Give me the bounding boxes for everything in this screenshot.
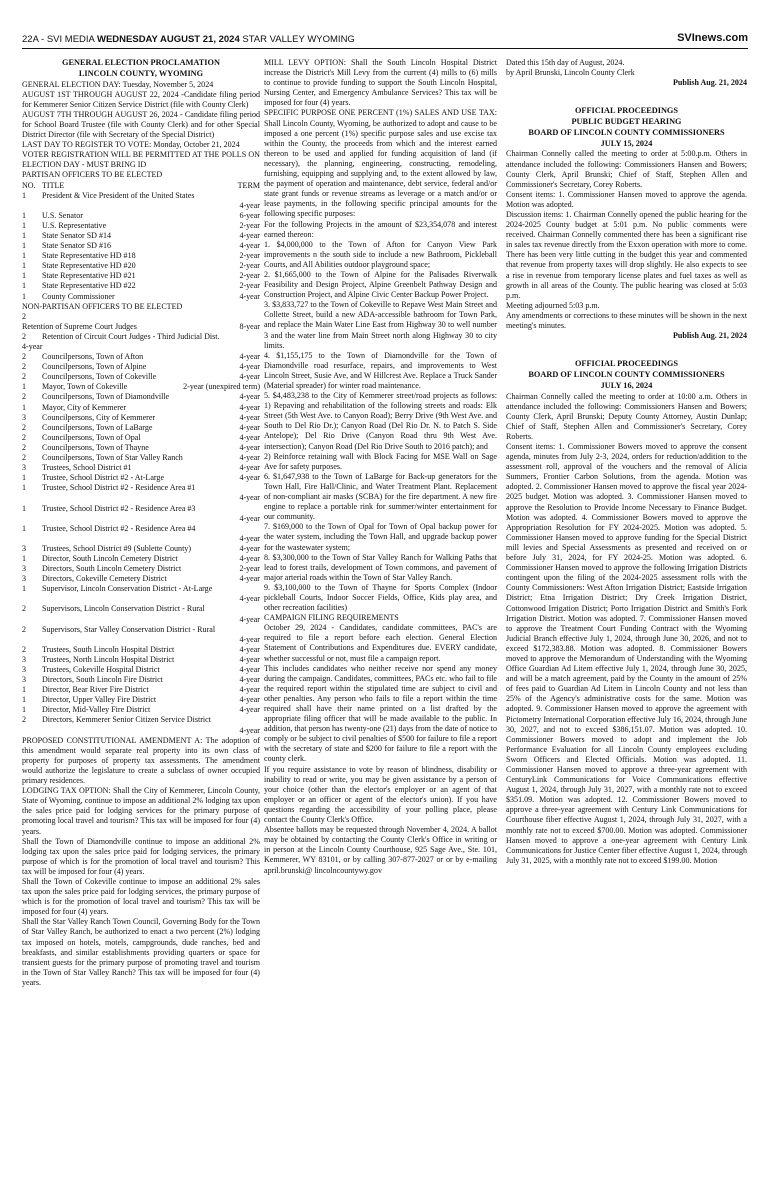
table-row: [22, 645, 260, 655]
row-term: 2-year: [239, 281, 260, 291]
hospital-list: [22, 645, 260, 716]
table-row: [22, 362, 260, 372]
table-row: [22, 443, 260, 453]
row-no: 2: [22, 422, 27, 432]
table-row: [22, 352, 260, 362]
row-term: 4-year: [239, 362, 260, 372]
row-title: Supervisor, Lincoln Conservation District - At-Large: [42, 584, 213, 594]
row-title: Trustee, School District #2 - At-Large: [42, 473, 165, 483]
table-row: [22, 695, 260, 705]
row-title: Councilpersons, Town of Opal: [42, 432, 141, 442]
row-term: 4-year: [239, 513, 260, 523]
row-no: 1: [22, 210, 27, 220]
row-term: 4-year: [239, 493, 260, 503]
table-row: [22, 251, 260, 261]
campaign-paragraph: October 29, 2024 - Candidates, candidate committees, PAC's are required to file a report before each election. General Election Statement of Contributions and Expenditures due. EVERY candidate, whether successful or not, must file a campaign report.: [264, 623, 497, 663]
meeting-paragraph: Chairman Connelly called the meeting to order at 10:00 a.m. Others in attendance included the following: Commissioners Hansen and Bowers; County Clerk, April Brunski; Deputy County Attorney, Austin Dunlap; Chief of Staff, Stephen Allen and Commissioner's Secretary, Corey Roberts.: [506, 391, 747, 441]
header-title: TITLE: [42, 180, 65, 190]
row-title: State Representative HD #22: [42, 281, 136, 291]
row-term: 2-year: [239, 564, 260, 574]
intro-line: PARTISAN OFFICERS TO BE ELECTED: [22, 170, 163, 180]
nonpartisan-list: [22, 352, 260, 483]
row-term: 4-year: [239, 352, 260, 362]
row-no: 3: [22, 574, 27, 584]
header-no: NO.: [22, 180, 36, 190]
row-no: 3: [22, 463, 27, 473]
hearing-paragraph: Chairman Connelly called the meeting to order at 5:00.p.m. Others in attendance included the following: Commissioners Hansen and Bowers; County Clerk, April Brunski; Chief of Staff, Stephen Allen and Commissioner's Secretary, Corey Roberts.: [506, 149, 747, 189]
table-row: [22, 584, 260, 594]
row-no: 1: [22, 271, 27, 281]
table-row: [22, 473, 260, 483]
project-item: 4. $1,155,175 to the Town of Diamondville for the Town of Diamondville road resurface, repairs, and improvements to West Lincoln Street, Susie Ave, and W Hillcrest Ave. Replace a Truck Sander (Material spreader) for winter road maintenance.: [264, 350, 497, 390]
mill-levy-text: MILL LEVY OPTION: Shall the South Lincoln Hospital District increase the District's Mill Levy from the current (4) mills to (6) mills to continue to provide funding to support the South Lincoln Hospital, Nursing Center, and Emergency Ambulance Services? This tax will be imposed for four (4) years.: [264, 58, 497, 108]
amendment-text: PROPOSED CONSTITUTIONAL AMENDMENT A: The adoption of this amendment would separate real property into its own class of property for purposes of property tax assessments. The amendment would authorize the legislature to create a subclass of owner occupied primary residences.: [22, 735, 260, 786]
campaign-paragraph: If you require assistance to vote by reason of blindness, disability or inability to read or write, you may be given assistance by a person of your choice (other than the elector's employer or an agent of that employer or an officer or agent of the elector's union). If you have questions regarding the accessibility of your polling place, please contact the County Clerk's Office.: [264, 764, 497, 825]
column-1: [22, 58, 260, 1178]
row-title: County Commissioner: [42, 291, 115, 301]
row-title: Trustee, School District #2 - Residence Area #1: [42, 483, 196, 493]
row-no: 2: [22, 331, 27, 341]
row-term: 4-year: [239, 241, 260, 251]
row-term: 4-year: [239, 614, 260, 624]
row-title: Councilpersons, Town of Cokeville: [42, 372, 157, 382]
table-row: [22, 675, 260, 685]
row-term: 4-year: [239, 594, 260, 604]
project-item: 6. $1,647,938 to the Town of LaBarge for Back-up generators for the Town Hall, Fire Hall/Clinic, and Water Treatment Plant. Replacement of non-compliant air masks (SCBA) for the fire department. A new fire engine to replace a portable rink for summer/winter entertainment for our community.: [264, 471, 497, 522]
campaign-paragraph: Absentee ballots may be requested through November 4, 2024. A ballot may be obtained by contacting the County Clerk's Office in writing or in person at the Lincoln County Courthouse, 925 Sage Ave., Ste. 101, Kemmerer, WY 83101, or by calling 307-877-2027 or or by e-mailing april.brunski@ lincolncountywy.gov: [264, 825, 497, 875]
project-item: 9. $3,100,000 to the Town of Thayne for Sports Complex (Indoor pickleball Courts, Indoor Soccer Fields, Office, Kids play area, and other recreation facilities): [264, 582, 497, 613]
hearing-paragraph: Consent items: 1. Commissioner Hansen moved to approve the agenda. Motion was adopted.: [506, 189, 747, 209]
lodging-diamondville: Shall the Town of Diamondville continue to impose an additional 2% lodging tax upon the sales price paid for lodging services, the primary purpose of which is for the promotion of local travel and tourism? This tax will be imposed for four (4) years.: [22, 836, 260, 876]
row-no: 1: [22, 281, 27, 291]
meeting-date: JULY 16, 2024: [600, 380, 653, 390]
row-term: 4-year: [239, 634, 260, 644]
row-term: 4-year: [239, 463, 260, 473]
row-no: 1: [22, 220, 27, 230]
special-purpose-text: SPECIFIC PURPOSE ONE PERCENT (1%) SALES AND USE TAX: Shall Lincoln County, Wyoming, be authorized to adopt and cause to be imposed a one percent (1%) specific purpose sales and use excise tax within the County, the proceeds from which and the interest earned thereon to be used and applied for funding acquisition of land (if necessary), the planning, engineering, constructing, remodeling, furnishing, equipping and supplying and, to the extent allowed by law, the payment of operation and maintenance, debt service, federal and/or state grant funds or revenue streams as leverage or a match and/or or lease payments, in the following specific principal amounts for the following specific purposes:: [264, 108, 497, 219]
project-item: 5. $4,483,238 to the City of Kemmerer street/road projects as follows: 1) Repaving and rehabilitation of the following streets and roads: Elk Street (5th West Ave. to Canyon Road); Berry Drive (9th West Ave. and South to Del Rio Dr.); Canyon Road (Del Rio Dr. N. to Patch S. Side Antelope); Del Rio Drive (Canyon Road thru 9th West Ave. intersection); Canyon Road (Del Rio Drive South to 2016 patch); and: [264, 391, 497, 451]
publish-date: Publish Aug. 21, 2024: [672, 331, 747, 341]
intro-line: VOTER REGISTRATION WILL BE PERMITTED AT THE POLLS ON ELECTION DAY - MUST BRING ID: [22, 150, 260, 170]
row-title: Director, Bear River Fire District: [42, 685, 149, 695]
row-title: Councilpersons, Town of Afton: [42, 352, 144, 362]
column-2: [264, 58, 497, 1178]
table-row: [22, 403, 260, 413]
table-row: [22, 211, 260, 221]
row-title: Trustees, North Lincoln Hospital District: [42, 654, 175, 664]
page-number: 22A: [22, 34, 39, 45]
row-term: 8-year: [239, 321, 260, 331]
row-no: 2: [22, 604, 27, 614]
row-no: 2: [22, 644, 27, 654]
row-title: Councilpersons, Town of Star Valley Ranch: [42, 453, 183, 463]
project-item: 1. $4,000,000 to the Town of Afton for Canyon View Park improvements n the south side to include a new Bathroom, Pickleball Courts, and All Abilities outdoor playground space;: [264, 239, 497, 269]
table-row: [22, 574, 260, 584]
row-no: 2: [22, 442, 27, 452]
row-title: Supervisors, Lincoln Conservation District - Rural: [42, 604, 205, 614]
row-term: 4-year: [22, 342, 43, 351]
intro-line: LAST DAY TO REGISTER TO VOTE: Monday, October 21, 2024: [22, 140, 240, 150]
table-row: [22, 544, 260, 554]
table-row: [22, 372, 260, 382]
proclamation-title: GENERAL ELECTION PROCLAMATION: [62, 58, 220, 67]
row-title: U.S. Senator: [42, 210, 83, 220]
spacer: [506, 88, 747, 97]
row-no: 2: [22, 311, 27, 321]
hearing-date: JULY 15, 2024: [600, 138, 653, 148]
row-title: Mayor, City of Kemmerer: [42, 402, 127, 412]
table-row: [22, 655, 260, 665]
table-row: [22, 433, 260, 443]
row-no: 1: [22, 523, 27, 533]
row-no: 1: [22, 695, 27, 705]
row-term: 6-year: [239, 210, 260, 220]
row-term: 4-year: [239, 422, 260, 432]
row-term: 4-year: [239, 705, 260, 715]
table-header: [22, 181, 260, 191]
table-row: [22, 625, 260, 635]
table-row: [22, 261, 260, 271]
table-row: [22, 453, 260, 463]
issue-date: WEDNESDAY AUGUST 21, 2024: [97, 34, 240, 45]
row-term: 4-year: [239, 432, 260, 442]
row-no: 2: [22, 372, 27, 382]
table-row: [22, 312, 260, 322]
partisan-list: [22, 211, 260, 302]
table-row: [22, 322, 260, 332]
intro-line: AUGUST 1ST THROUGH AUGUST 22, 2024 -Candidate filing period for Kemmerer Senior Citizen Service District (file with County Clerk): [22, 89, 260, 109]
row-no: 2: [22, 362, 27, 372]
column-3: [506, 58, 747, 1178]
row-title: U.S. Representative: [42, 220, 107, 230]
row-no: 3: [22, 543, 27, 553]
spacer: [506, 341, 747, 350]
clerk-signature: by April Brunski, Lincoln County Clerk: [506, 68, 635, 78]
table-row: [22, 413, 260, 423]
hearing-paragraph: Any amendments or corrections to these minutes will be shown in the next meeting's minutes.: [506, 310, 747, 330]
row-term: 4-year: [239, 291, 260, 301]
row-term: 4-year: [239, 695, 260, 705]
row-term: 4-year: [239, 644, 260, 654]
row-term: 2-year: [239, 261, 260, 271]
row-term: 2-year: [239, 251, 260, 261]
row-no: 1: [22, 291, 27, 301]
meeting-board: BOARD OF LINCOLN COUNTY COMMISSIONERS: [528, 369, 725, 379]
row-no: 1: [22, 685, 27, 695]
row-title: Trustees, School District #1: [42, 463, 132, 473]
lodging-kemmerer: LODGING TAX OPTION: Shall the City of Kemmerer, Lincoln County, State of Wyoming, continue to impose an additional 2% lodging tax upon the sales price paid for lodging services for the primary purpose of promoting local travel and tourism? This tax will be imposed for four (4) years.: [22, 786, 260, 836]
table-row: [22, 483, 260, 493]
table-row: [22, 281, 260, 291]
row-no: 1: [22, 503, 27, 513]
row-no: 2: [22, 624, 27, 634]
row-no: 1: [22, 251, 27, 261]
row-title: Mayor, Town of Cokeville: [42, 382, 128, 392]
spacer: [506, 97, 747, 106]
row-term: 4-year: [239, 533, 260, 543]
table-row: [22, 271, 260, 281]
row-term: 4-year: [239, 473, 260, 483]
row-no: 1: [22, 584, 27, 594]
row-term: 4-year: [239, 200, 260, 210]
table-row: [22, 524, 260, 534]
row-term: 4-year: [239, 402, 260, 412]
row-no: 3: [22, 654, 27, 664]
paper-name: STAR VALLEY WYOMING: [242, 34, 355, 45]
row-term: 4-year: [239, 453, 260, 463]
table-row: [22, 554, 260, 564]
site-name: SVInews.com: [677, 32, 748, 44]
row-no: 1: [22, 230, 27, 240]
publish-date: Publish Aug. 21, 2024: [672, 78, 747, 88]
dated-line: Dated this 15th day of August, 2024.: [506, 58, 625, 67]
row-title: Trustees, Cokeville Hospital District: [42, 665, 160, 674]
row-no: 1: [22, 382, 27, 392]
hearing-paragraph: Meeting adjourned 5:03 p.m.: [506, 300, 600, 310]
table-row: [22, 685, 260, 695]
table-row: [22, 665, 260, 675]
row-title: State Senator SD #16: [42, 241, 112, 251]
project-item: 3. $3,833,727 to the Town of Cokeville to Repave West Main Street and Collette Street, build a new ADA-accessible bathroom for Town Park, and replace the Main Water Line East from Highway 30 to well number 3 and the water line from Main Street north along Highway 30 to city limits.: [264, 300, 497, 350]
row-title: Trustee, School District #2 - Residence Area #4: [42, 523, 196, 533]
row-title: State Senator SD #14: [42, 230, 112, 240]
row-title: Councilpersons, City of Kemmerer: [42, 412, 156, 422]
table-row: [22, 504, 260, 514]
table-row: [22, 423, 260, 433]
hearing-title: OFFICIAL PROCEEDINGS: [574, 106, 679, 116]
row-no: 2: [22, 715, 27, 725]
row-no: 1: [22, 553, 27, 563]
header-left: 22A - SVI MEDIA WEDNESDAY AUGUST 21, 2024 STAR VALLEY WYOMING: [22, 34, 355, 45]
row-term: 4-year: [239, 654, 260, 664]
projects-intro: For the following Projects in the amount of $23,354,078 and interest earned thereon:: [264, 219, 497, 239]
row-no: 3: [22, 564, 27, 574]
row-title: Director, Upper Valley Fire District: [42, 695, 157, 705]
table-row: [22, 292, 260, 302]
intro-line: AUGUST 7TH THROUGH AUGUST 26, 2024 - Candidate filing period for School Board Trustee (file with County Clerk) and for other Special District Director (file with Secretary of the Special District): [22, 109, 260, 140]
row-term: 4-year: [239, 372, 260, 382]
row-no: 2: [22, 432, 27, 442]
row-term: 4-year: [239, 665, 260, 674]
row-term: 2-year: [239, 271, 260, 281]
row-title: State Representative HD #18: [42, 251, 136, 261]
header-term: TERM: [237, 180, 260, 190]
table-row: [22, 604, 260, 614]
campaign-paragraph: This includes candidates who neither receive nor spend any money during the campaign. Candidates, committees, PACs etc. who fail to file the required report within the stipulated time are subject to civil and other penalties. Any person who fails to file a report within the time required shall have their name printed on a list drafted by the appropriate filing officer that will be made available to the public. In addition, that person has twenty-one (21) days from the date of notice to comply or be subject to civil penalties of $500 for failure to file a report with the secretary of state and $200 for failure to file a report with the county clerk.: [264, 663, 497, 764]
district-list: [22, 544, 260, 584]
row-no: 1: [22, 483, 27, 493]
row-title: State Representative HD #21: [42, 271, 136, 281]
row-no: 2: [22, 392, 27, 402]
hearing-paragraph: Discussion items: 1. Chairman Connelly opened the public hearing for the 2024-2025 County budget at 5:01 p.m. No public comments were received. Chairman Connelly commented there has been a significant rise in sales tax revenue directly from the Exxon operation with more to come. There has been very little cutting in the budget this year and commented that revenue from property taxes will drop slightly. He also expects to see a rise in revenue from temporary license plates and fuel taxes as well as growth in all areas of the County. The public hearing was closed at 5:03 p.m.: [506, 209, 747, 300]
row-term: 4-year: [239, 553, 260, 563]
row-title: Supervisors, Star Valley Conservation District - Rural: [42, 624, 216, 634]
lodging-star-valley-ranch: Shall the Star Valley Ranch Town Council, Governing Body for the Town of Star Valley Ranch, be authorized to enact a two percent (2%) lodging tax imposed on hotels, motels, campgrounds, dude ranches, bed and breakfasts, and similar establishments providing quarters or space for transient guests for the primary purpose of promoting travel and tourism in the Town of Star Valley Ranch? This tax will be imposed for four (4) years.: [22, 917, 260, 987]
table-row: [22, 231, 260, 241]
row-no: 2: [22, 352, 27, 362]
row-term: 4-year: [239, 685, 260, 695]
meeting-title: OFFICIAL PROCEEDINGS: [574, 359, 679, 369]
row-no: 3: [22, 665, 27, 674]
row-no: 1: [22, 473, 27, 483]
row-title: Director, Mid-Valley Fire District: [42, 705, 151, 715]
row-term: 4-year: [239, 392, 260, 402]
row-title: Councilpersons, Town of LaBarge: [42, 422, 153, 432]
row-no: 1: [22, 241, 27, 251]
row-title: Director, South Lincoln Cemetery District: [42, 553, 178, 563]
project-item: 8. $3,300,000 to the Town of Star Valley Ranch for Walking Paths that lead to forest trails, development of Town commons, and pavement of major arterial roads within the Town of Star Valley Ranch.: [264, 552, 497, 582]
row-term: 4-year: [239, 442, 260, 452]
row-title: Directors, Cokeville Cemetery District: [42, 574, 167, 584]
project-item: 7. $169,000 to the Town of Opal for Town of Opal backup power for the water system, including the Town Hall, and upgrade backup power for the wastewater system;: [264, 522, 497, 552]
school-trustee-list: [22, 483, 260, 544]
row-no: 1: [22, 190, 27, 200]
row-term: 4-year: [239, 574, 260, 584]
table-row: [22, 463, 260, 473]
row-title: Directors, Kemmerer Senior Citizen Service District: [42, 715, 211, 725]
table-row: [22, 392, 260, 402]
row-title: Trustees, School District #9 (Sublette County): [42, 543, 192, 553]
row-term: 4-year: [239, 543, 260, 553]
row-no: 1: [22, 705, 27, 715]
meeting-paragraph: Consent items: 1. Commissioner Bowers moved to approve the consent agenda, minutes from July 2-3, 2024, orders for reduction/addition to the assessment roll, approval of the vouchers and the removal of Alicia Summers, Frontier Carbon Solutions, from the agenda. Motion was adopted. 2. Commissioner Hansen moved to approve the fiscal year 2024-2025 budget. Motion was adopted. 3. Commissioner Hansen moved to approve the Resolution to Provide Income Necessary to Finance Budget. Motion was adopted. 4. Commissioner Bowers moved to approve the Appropriation Resolution for FY 2024-2025. Motion was adopted. 5. Commissioner Hansen moved to approve funding for the Special District mill levies and Special Assessments as presented and received on or before July 31, 2024, for FY 2024-25. Motion was adopted. 6. Commissioner Hansen moved to approve the following Irrigation Districts contingent upon the filing of the 2024-2025 assessment rolls with the County Commissioners: West Afton Irrigation District; Eastside Irrigation District; Etna Irrigation District; Dry Creek Irrigation District, Cottonwood Irrigation District; Porto Irrigation District and Smith's Fork Irrigation District. Motion was adopted. 7. Commissioner Hansen moved to approve the Treatment Court Funding Contract with the Wyoming Judicial Branch effective July 1, 2024, through June 30, 2026, and not to exceed $172,383.88. Motion was adopted. 8. Commissioner Bowers moved to approve the Memorandum of Understanding with the Wyoming Office Guardian Ad Litem effective July 1, 2024, through June 30, 2025, and will be a match agreement, paid by the County in the amount of 25% of fees paid to Guardian Ad Litem in Lincoln County and not less than 25% of the Agency's administrative costs for the same. Motion was adopted. 9. Commissioner Hansen moved to approve the agreement with Pictometry International Corporation effective July 16, 2024, through June 30, 2027, and not to exceed $386,151.07. Motion was adopted. 10. Commissioner Bowers moved to adopt and implement the Job Performance Evaluation for all Lincoln County employees excluding Sworn Officers and Elected Officials. Motion was adopted. 11. Commissioner Hansen moved to approve a three-year agreement with CenturyLink Communications for Voice Communications effective August 1, 2024, through July 31, 2027, with a monthly rate not to exceed $351.09. Motion was adopted. 12. Commissioner Bowers moved to approve a three-year agreement with Century Link Communications for Courthouse fiber effective August 1, 2024, through July 31, 2027, with a monthly rate not to exceed $700.00. Motion was adopted. Commissioner Hansen moved to approve a one-year agreement with Century Link Communications for Justice Center fiber effective August 1, 2024, through July 31, 2025, with a monthly rate not to exceed $199.00. Motion: [506, 442, 747, 865]
campaign-heading: CAMPAIGN FILING REQUIREMENTS: [264, 613, 399, 623]
table-row: [22, 332, 260, 342]
nonpartisan-heading: NON-PARTISAN OFFICERS TO BE ELECTED: [22, 301, 183, 311]
lodging-cokeville: Shall the Town of Cokeville continue to impose an additional 2% sales tax upon the sales price paid for lodging services, the primary purpose of which is for the promotion of local travel and tourism? This tax will be imposed for four (4) years.: [22, 876, 260, 917]
row-term: 2-year: [239, 220, 260, 230]
row-term: 4-year: [239, 412, 260, 422]
row-title: Directors, South Lincoln Fire District: [42, 675, 163, 685]
hearing-board: BOARD OF LINCOLN COUNTY COMMISSIONERS: [528, 127, 725, 137]
row-no: 3: [22, 412, 27, 422]
row-no: 1: [22, 261, 27, 271]
row-title: Councilpersons, Town of Thayne: [42, 442, 149, 452]
row-title: Retention of Supreme Court Judges: [22, 321, 137, 331]
table-row: [22, 221, 260, 231]
publisher-name: SVI MEDIA: [46, 34, 95, 45]
hearing-subtitle: PUBLIC BUDGET HEARING: [571, 117, 682, 127]
row-title: Trustee, School District #2 - Residence Area #3: [42, 503, 196, 513]
row-no: 2: [22, 453, 27, 463]
table-row: [22, 705, 260, 715]
row-title: Retention of Circuit Court Judges - Third Judicial Dist.: [42, 331, 220, 341]
table-row: [22, 191, 260, 201]
conservation-list: [22, 584, 260, 645]
proclamation-subtitle: LINCOLN COUNTY, WYOMING: [78, 68, 204, 78]
row-no: 1: [22, 402, 27, 412]
row-term: 2-year (unexpired term): [183, 382, 260, 392]
spacer: [506, 350, 747, 359]
row-title: Trustees, South Lincoln Hospital District: [42, 644, 175, 654]
table-row: [22, 241, 260, 251]
project-item: 2) Reinforce retaining wall with Block Facing for MSE Wall on Sage Ave for safety purposes.: [264, 451, 497, 471]
row-title: President & Vice President of the United States: [42, 190, 195, 200]
row-title: Directors, South Lincoln Cemetery District: [42, 564, 182, 574]
row-term: 4-year: [239, 725, 260, 735]
row-title: Councilpersons, Town of Diamondville: [42, 392, 170, 402]
table-row: [22, 382, 260, 392]
row-no: 3: [22, 675, 27, 685]
row-term: 4-year: [239, 230, 260, 240]
table-row: [22, 564, 260, 574]
project-item: 2. $1,665,000 to the Town of Alpine for the Palisades Riverwalk Feasibility and Design Project, Alpine Greenbelt Pathway Design and Construction Project, and Alpine Civic Center Backup Power Project.: [264, 269, 497, 300]
row-term: 4-year: [239, 675, 260, 685]
table-row: [22, 715, 260, 725]
row-title: State Representative HD #20: [42, 261, 136, 271]
intro-line: GENERAL ELECTION DAY: Tuesday, November 5, 2024: [22, 79, 214, 89]
row-title: Councilpersons, Town of Alpine: [42, 362, 147, 372]
page-header: [22, 32, 748, 49]
